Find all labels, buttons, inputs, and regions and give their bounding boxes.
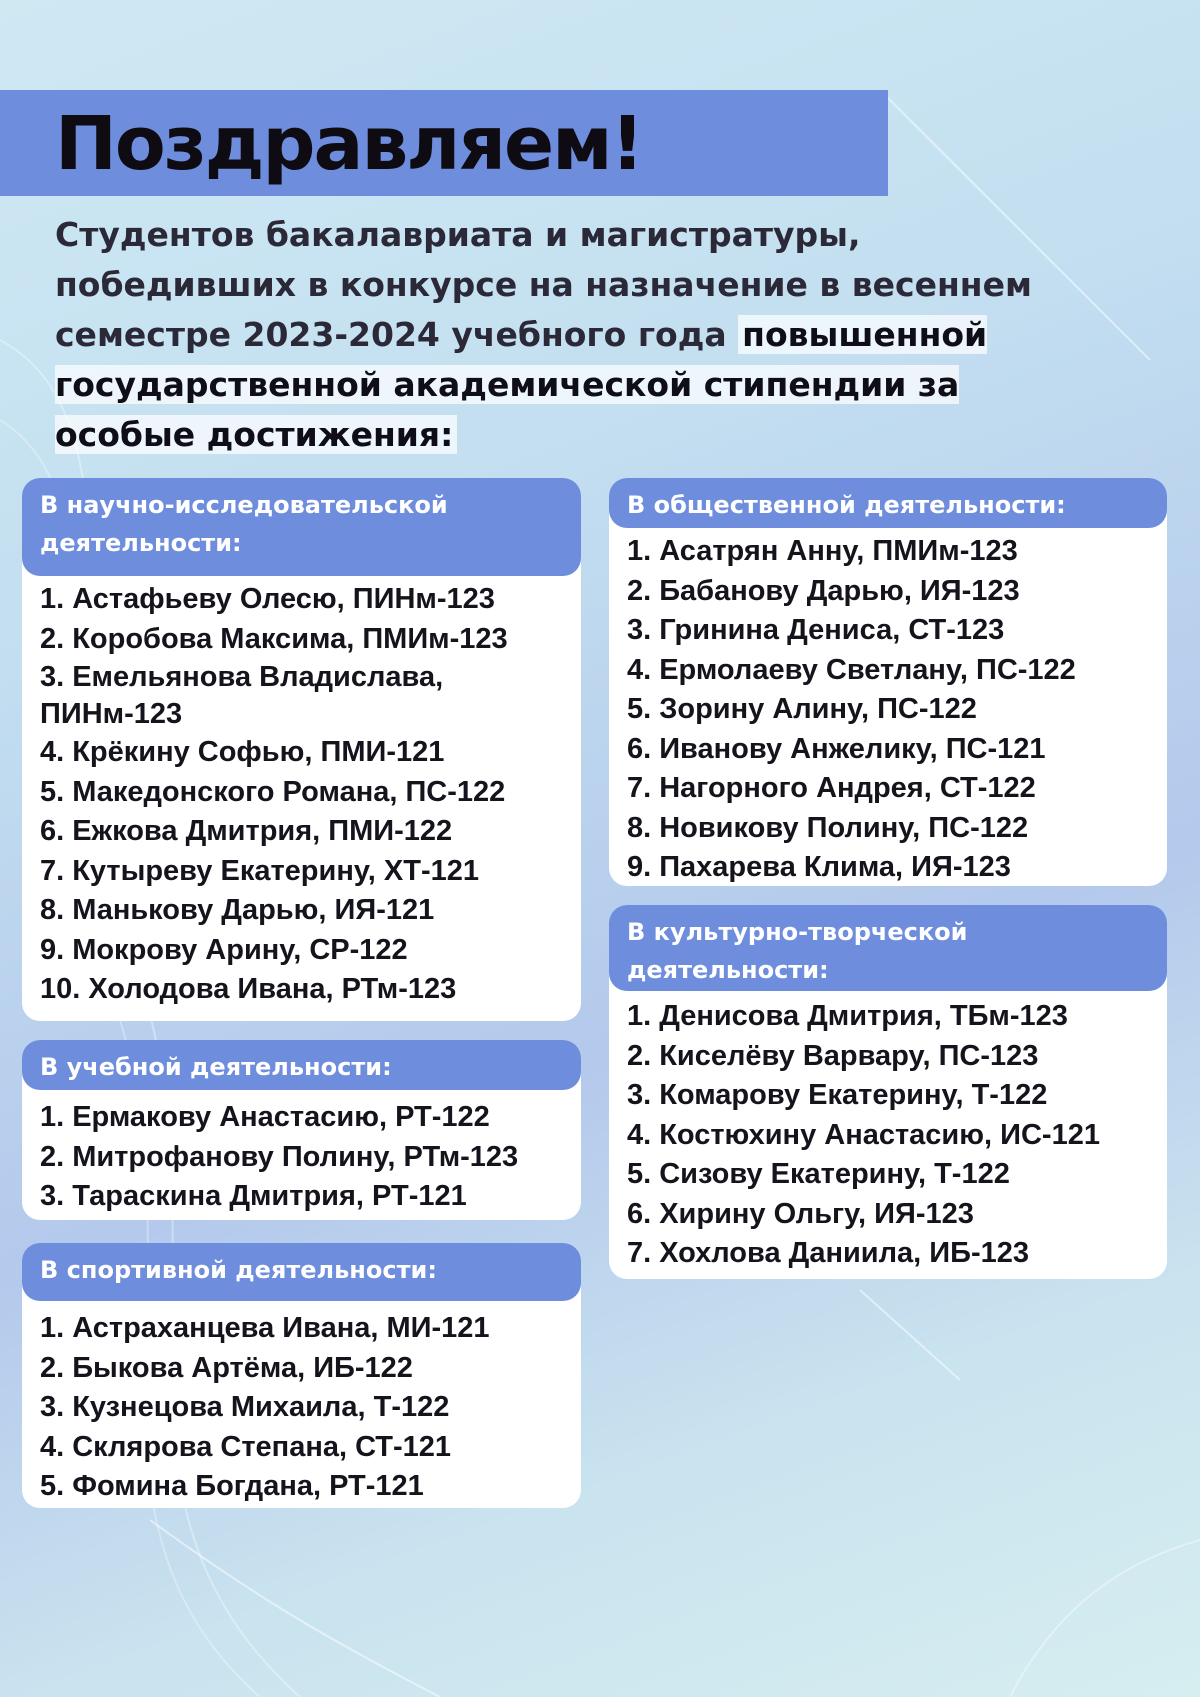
list-item: 4. Склярова Степана, СТ-121 xyxy=(40,1430,452,1463)
section-card-research xyxy=(22,478,581,1021)
list-item: 1. Асатрян Анну, ПМИм-123 xyxy=(627,535,1018,567)
list-item: 3. Тараскина Дмитрия, РТ-121 xyxy=(40,1180,467,1212)
list-item: 9. Пахарева Клима, ИЯ-123 xyxy=(627,851,1011,883)
list-item: 9. Мокрову Арину, СР-122 xyxy=(40,933,408,966)
intro-plain: Студентов бакалавриата и магистратуры, победивших в конкурсе на назначение в весеннем семестре 2023-2024 учебного года xyxy=(55,215,1032,354)
list-item: 1. Ермакову Анастасию, РТ-122 xyxy=(40,1101,490,1133)
section-title: В научно-исследовательской деятельности: xyxy=(22,478,581,576)
section-title: В общественной деятельности: xyxy=(609,478,1167,528)
section-list xyxy=(22,1301,581,1517)
list-item: 10. Холодова Ивана, РТм-123 xyxy=(40,973,457,1005)
page-title: Поздравляем! xyxy=(55,101,643,187)
list-item: 3. Гринина Дениса, СТ-123 xyxy=(627,614,1005,646)
list-item: 6. Хирину Ольгу, ИЯ-123 xyxy=(627,1197,974,1230)
section-title: В культурно-творческой деятельности: xyxy=(609,905,1167,991)
list-item: 2. Киселёву Варвару, ПС-123 xyxy=(627,1039,1039,1072)
intro-text xyxy=(55,210,1055,460)
section-list xyxy=(609,528,1167,898)
list-item: 5. Фомина Богдана, РТ-121 xyxy=(40,1470,424,1502)
list-item: 8. Манькову Дарью, ИЯ-121 xyxy=(40,894,435,926)
section-card-academic xyxy=(22,1040,581,1220)
section-card-social xyxy=(609,478,1167,886)
list-item: 5. Зорину Алину, ПС-122 xyxy=(627,693,977,725)
list-item: 7. Кутыреву Екатерину, ХТ-121 xyxy=(40,854,480,887)
list-item: 2. Митрофанову Полину, РТм-123 xyxy=(40,1140,519,1173)
list-item: 3. Емельянова Владислава, ПИНм-123 xyxy=(40,661,444,730)
list-item: 4. Ермолаеву Светлану, ПС-122 xyxy=(627,653,1076,686)
section-card-culture xyxy=(609,905,1167,1279)
list-item: 5. Сизову Екатерину, Т-122 xyxy=(627,1158,1010,1190)
section-list xyxy=(22,576,581,1020)
list-item: 7. Нагорного Андрея, СТ-122 xyxy=(627,772,1036,804)
list-item: 2. Коробова Максима, ПМИм-123 xyxy=(40,622,508,655)
list-item: 6. Иванову Анжелику, ПС-121 xyxy=(627,732,1046,765)
section-title: В учебной деятельности: xyxy=(22,1040,581,1090)
list-item: 4. Крёкину Софью, ПМИ-121 xyxy=(40,736,445,768)
list-item: 1. Астраханцева Ивана, МИ-121 xyxy=(40,1312,490,1344)
list-item: 6. Ежкова Дмитрия, ПМИ-122 xyxy=(40,815,453,847)
intro-emphasis: повышенной государственной академической стипендии за особые достижения: xyxy=(55,315,988,454)
section-list xyxy=(609,991,1167,1284)
list-item: 4. Костюхину Анастасию, ИС-121 xyxy=(627,1118,1100,1151)
list-item: 7. Хохлова Даниила, ИБ-123 xyxy=(627,1237,1030,1269)
list-item: 8. Новикову Полину, ПС-122 xyxy=(627,811,1029,844)
section-list xyxy=(22,1090,581,1227)
section-title: В спортивной деятельности: xyxy=(22,1243,581,1301)
list-item: 3. Комарову Екатерину, Т-122 xyxy=(627,1079,1048,1111)
list-item: 2. Быкова Артёма, ИБ-122 xyxy=(40,1351,413,1384)
list-item: 1. Астафьеву Олесю, ПИНм-123 xyxy=(40,583,495,615)
list-item: 1. Денисова Дмитрия, ТБм-123 xyxy=(627,1000,1068,1032)
list-item: 5. Македонского Романа, ПС-122 xyxy=(40,775,506,808)
section-card-sport xyxy=(22,1243,581,1508)
list-item: 2. Бабанову Дарью, ИЯ-123 xyxy=(627,574,1020,607)
list-item: 3. Кузнецова Михаила, Т-122 xyxy=(40,1391,450,1423)
